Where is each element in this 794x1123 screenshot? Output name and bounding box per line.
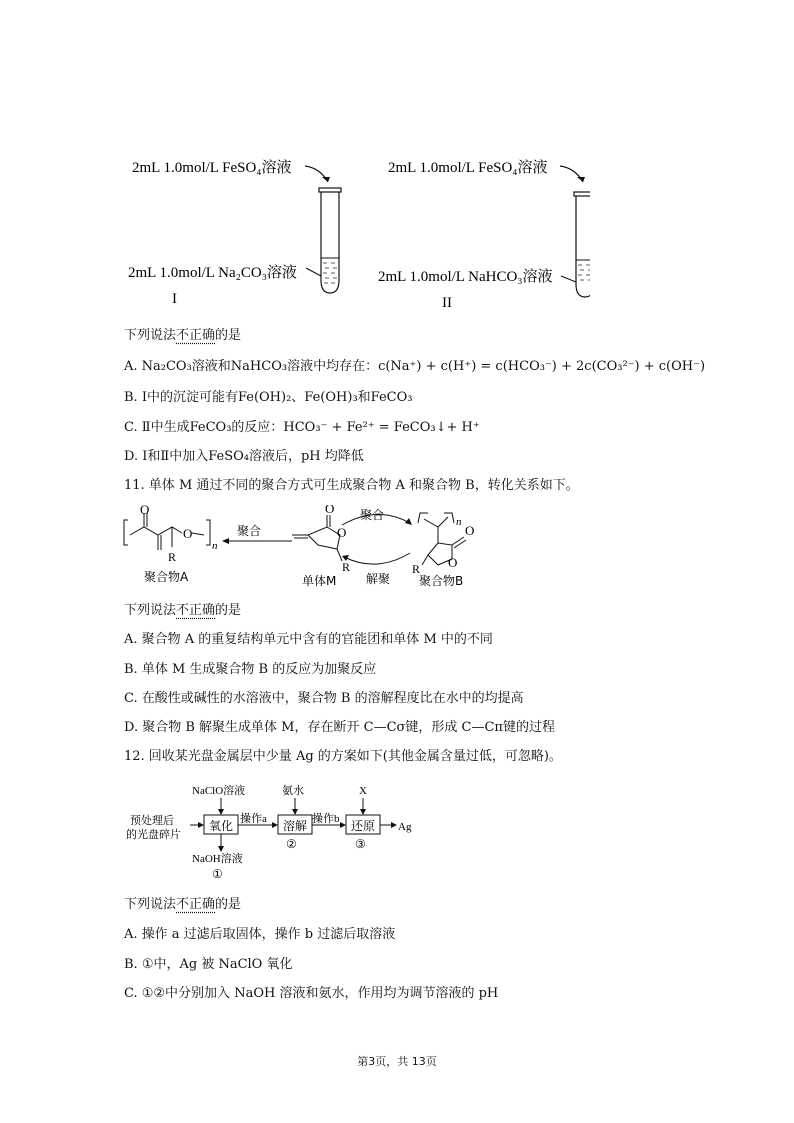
- q11-option-a: A. 聚合物 A 的重复结构单元中含有的官能团和单体 M 中的不同: [124, 632, 493, 647]
- polymer-a-o: O: [183, 526, 193, 541]
- q12-option-c: C. ①②中分别加入 NaOH 溶液和氨水，作用均为调节溶液的 pH: [124, 986, 499, 1001]
- q10-option-d: D. Ⅰ和Ⅱ中加入FeSO₄溶液后，pH 均降低: [124, 449, 364, 464]
- monomer-m-structure: [292, 515, 342, 561]
- q10-option-a: A. Na₂CO₃溶液和NaHCO₃溶液中均存在：c(Na⁺) + c(H⁺) = c(HCO₃⁻) + 2c(CO₃²⁻) + c(OH⁻): [124, 359, 706, 374]
- right-bottom-label: 2mL 1.0mol/L NaHCO₃溶液: [378, 269, 553, 285]
- q11-option-b: B. 单体 M 生成聚合物 B 的反应为加聚反应: [124, 662, 377, 677]
- polymer-a-r: R: [168, 550, 177, 564]
- monomer-label: 单体M: [302, 574, 337, 588]
- q11-prompt: 下列说法不正确的是: [124, 603, 242, 618]
- polymer-a-structure: [124, 513, 210, 550]
- naoh-label: NaOH溶液: [192, 853, 243, 865]
- box1-label: 氧化: [209, 819, 234, 833]
- q11-option-d: D. 聚合物 B 解聚生成单体 M，存在断开 C—Cσ键，形成 C—Cπ键的过程: [124, 720, 555, 735]
- box2-label: 溶解: [283, 819, 308, 833]
- monomer-r: R: [342, 560, 351, 574]
- test-tube-left: [319, 188, 341, 293]
- q12-option-b: B. ①中，Ag 被 NaClO 氧化: [124, 957, 293, 972]
- box3-label: 还原: [351, 819, 376, 833]
- test-tube-right: [574, 192, 590, 297]
- right-top-label: 2mL 1.0mol/L FeSO₄溶液: [388, 160, 548, 176]
- polymer-b-label: 聚合物B: [419, 574, 464, 588]
- left-top-label: 2mL 1.0mol/L FeSO₄溶液: [132, 160, 292, 176]
- emphasis-not-correct: 不正确: [176, 328, 216, 343]
- right-roman: II: [442, 295, 452, 311]
- arrow-left-label: 聚合: [237, 524, 262, 538]
- q11-stem: 11. 单体 M 通过不同的聚合方式可生成聚合物 A 和聚合物 B，转化关系如下。: [124, 478, 579, 493]
- emphasis-not-correct: 不正确: [176, 897, 216, 912]
- polymer-b-n: n: [456, 516, 462, 528]
- input-line1: 预处理后: [130, 815, 174, 827]
- arrow-bottom-label: 解聚: [366, 572, 391, 586]
- step3-label: ③: [355, 837, 366, 851]
- x-label: X: [359, 785, 367, 797]
- page-footer: 第3页，共 13页: [357, 1055, 437, 1068]
- product-label: Ag: [398, 821, 412, 833]
- polymer-b-o-ring: O: [448, 555, 458, 570]
- op-b-label: 操作b: [312, 813, 340, 825]
- step1-label: ①: [212, 867, 223, 881]
- q11-option-c: C. 在酸性或碱性的水溶液中，聚合物 B 的溶解程度比在水中的均提高: [124, 691, 524, 706]
- ammonia-label: 氨水: [282, 785, 304, 797]
- input-line2: 的光盘碎片: [126, 829, 181, 841]
- q12-stem: 12. 回收某光盘金属层中少量 Ag 的方案如下(其他金属含量过低，可忽略)。: [124, 749, 562, 764]
- q10-option-c: C. Ⅱ中生成FeCO₃的反应：HCO₃⁻ + Fe²⁺ = FeCO₃↓+ H⁺: [124, 420, 480, 435]
- monomer-o-ring: O: [337, 525, 347, 540]
- q12-option-a: A. 操作 a 过滤后取固体，操作 b 过滤后取溶液: [124, 927, 396, 942]
- polymer-b-r: R: [412, 562, 421, 576]
- op-a-label: 操作a: [240, 813, 267, 825]
- q10-prompt: 下列说法不正确的是: [124, 328, 242, 343]
- emphasis-not-correct: 不正确: [176, 603, 216, 618]
- arrow-top-label: 聚合: [360, 508, 385, 522]
- naclo-label: NaClO溶液: [192, 785, 246, 797]
- q12-prompt: 下列说法不正确的是: [124, 897, 242, 912]
- step2-label: ②: [286, 837, 297, 851]
- polymer-a-o-top: O: [140, 505, 150, 517]
- polymer-a-label: 聚合物A: [144, 570, 189, 584]
- q11-figure: [122, 505, 512, 595]
- monomer-o-top: O: [325, 505, 335, 516]
- left-bottom-label: 2mL 1.0mol/L Na₂CO₃溶液: [128, 265, 297, 281]
- left-roman: I: [172, 291, 177, 307]
- polymer-b-o-top: O: [465, 523, 475, 538]
- q12-flowchart: [122, 778, 422, 883]
- q10-option-b: B. Ⅰ中的沉淀可能有Fe(OH)₂、Fe(OH)₃和FeCO₃: [124, 390, 413, 405]
- q10-figure: [120, 150, 590, 315]
- polymer-a-n: n: [212, 540, 218, 552]
